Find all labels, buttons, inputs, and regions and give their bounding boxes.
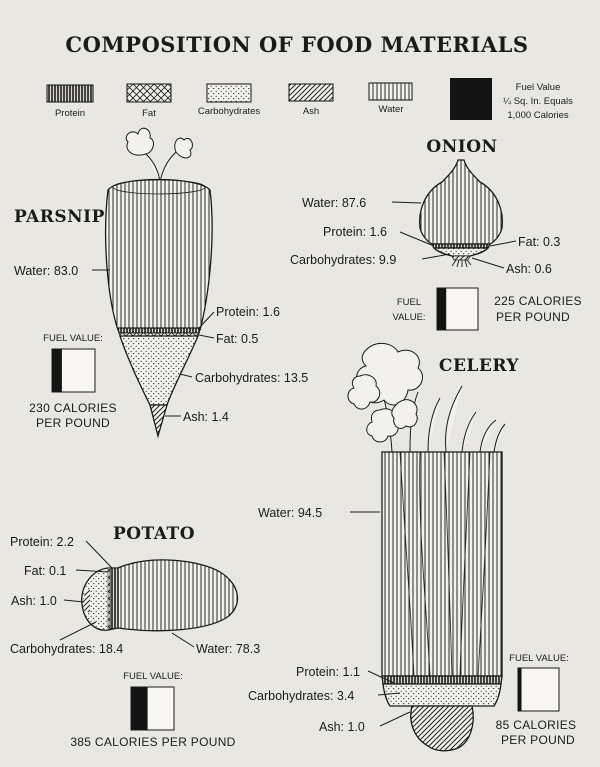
onion-calories: 225 CALORIES <box>494 294 582 308</box>
onion-ash-label: Ash: 0.6 <box>506 262 552 276</box>
onion-water-label: Water: 87.6 <box>302 196 367 210</box>
celery-carbohydrates-segment <box>383 684 501 706</box>
celery-figure <box>248 343 576 750</box>
onion-fat-label: Fat: 0.3 <box>518 235 561 249</box>
parsnip-fat-label: Fat: 0.5 <box>216 332 259 346</box>
potato-fuel-label: FUEL VALUE: <box>123 671 183 682</box>
potato-calories: 385 CALORIES PER POUND <box>70 735 236 749</box>
parsnip-water-segment <box>106 180 212 331</box>
onion-water-segment <box>420 160 503 244</box>
parsnip-carbohydrates-label: Carbohydrates: 13.5 <box>195 371 309 385</box>
celery-title: CELERY <box>438 356 520 376</box>
potato-water-segment <box>118 560 237 631</box>
celery-protein-segment <box>382 676 502 684</box>
celery-water-label: Water: 94.5 <box>258 506 323 520</box>
legend-fuel-line1: Fuel Value <box>515 82 561 93</box>
parsnip-ash-label: Ash: 1.4 <box>183 410 229 424</box>
legend-fuel-swatch <box>450 78 492 120</box>
potato-fat-segment <box>108 568 110 629</box>
onion-carbohydrates-segment <box>434 248 488 256</box>
celery-fuel-bar <box>518 668 522 711</box>
onion-figure <box>290 137 582 330</box>
parsnip-fuel-label: FUEL VALUE: <box>43 333 103 344</box>
potato-figure <box>10 524 260 749</box>
onion-fuel-label-1: FUEL <box>396 297 422 308</box>
legend-protein-swatch <box>47 85 93 102</box>
parsnip-water-label: Water: 83.0 <box>14 264 79 278</box>
legend-water-label: Water <box>378 104 404 115</box>
celery-carbohydrates-label: Carbohydrates: 3.4 <box>248 689 355 703</box>
parsnip-per-pound: PER POUND <box>35 416 111 430</box>
parsnip-figure <box>14 128 308 436</box>
parsnip-calories: 230 CALORIES <box>29 401 117 415</box>
legend-protein-label: Protein <box>54 108 86 119</box>
legend-carbohydrates-label: Carbohydrates <box>197 106 261 117</box>
parsnip-leaves-illustration <box>126 128 192 182</box>
celery-fuel-label: FUEL VALUE: <box>509 653 569 664</box>
celery-ash-label: Ash: 1.0 <box>319 720 365 734</box>
legend-water-swatch <box>369 83 412 100</box>
legend-fat-swatch <box>127 84 171 102</box>
parsnip-fuel-bar <box>52 349 62 392</box>
parsnip-title: PARSNIP <box>14 207 105 227</box>
legend <box>47 78 573 121</box>
legend-fuel-line3: 1,000 Calories <box>507 110 569 121</box>
onion-fuel-bar <box>437 288 446 330</box>
page-title: COMPOSITION OF FOOD MATERIALS <box>65 32 529 57</box>
celery-calories: 85 CALORIES <box>495 718 577 732</box>
potato-carbohydrates-label: Carbohydrates: 18.4 <box>10 642 124 656</box>
onion-carbohydrates-label: Carbohydrates: 9.9 <box>290 253 397 267</box>
onion-ash-segment <box>452 256 470 260</box>
celery-ash-segment <box>411 706 473 751</box>
onion-title: ONION <box>426 137 498 157</box>
onion-protein-label: Protein: 1.6 <box>323 225 387 239</box>
legend-ash-swatch <box>289 84 333 101</box>
potato-fat-label: Fat: 0.1 <box>24 564 67 578</box>
parsnip-protein-segment <box>118 328 200 333</box>
potato-protein-segment <box>110 568 118 629</box>
potato-fuel-bar <box>131 687 148 730</box>
parsnip-protein-label: Protein: 1.6 <box>216 305 280 319</box>
potato-water-label: Water: 78.3 <box>196 642 261 656</box>
legend-fat-label: Fat <box>142 108 156 119</box>
parsnip-ash-segment <box>150 405 167 436</box>
legend-carbohydrates-swatch <box>207 84 251 102</box>
onion-fuel-label-2: VALUE: <box>392 312 426 323</box>
legend-ash-label: Ash <box>302 106 320 117</box>
parsnip-carbohydrates-segment <box>120 336 198 405</box>
celery-per-pound: PER POUND <box>500 733 576 747</box>
celery-fuel-box <box>518 668 559 711</box>
celery-protein-label: Protein: 1.1 <box>296 665 360 679</box>
potato-protein-label: Protein: 2.2 <box>10 535 74 549</box>
onion-per-pound: PER POUND <box>495 310 571 324</box>
legend-fuel-line2: ¼ Sq. In. Equals <box>503 96 573 107</box>
potato-title: POTATO <box>112 524 196 544</box>
potato-ash-label: Ash: 1.0 <box>11 594 57 608</box>
